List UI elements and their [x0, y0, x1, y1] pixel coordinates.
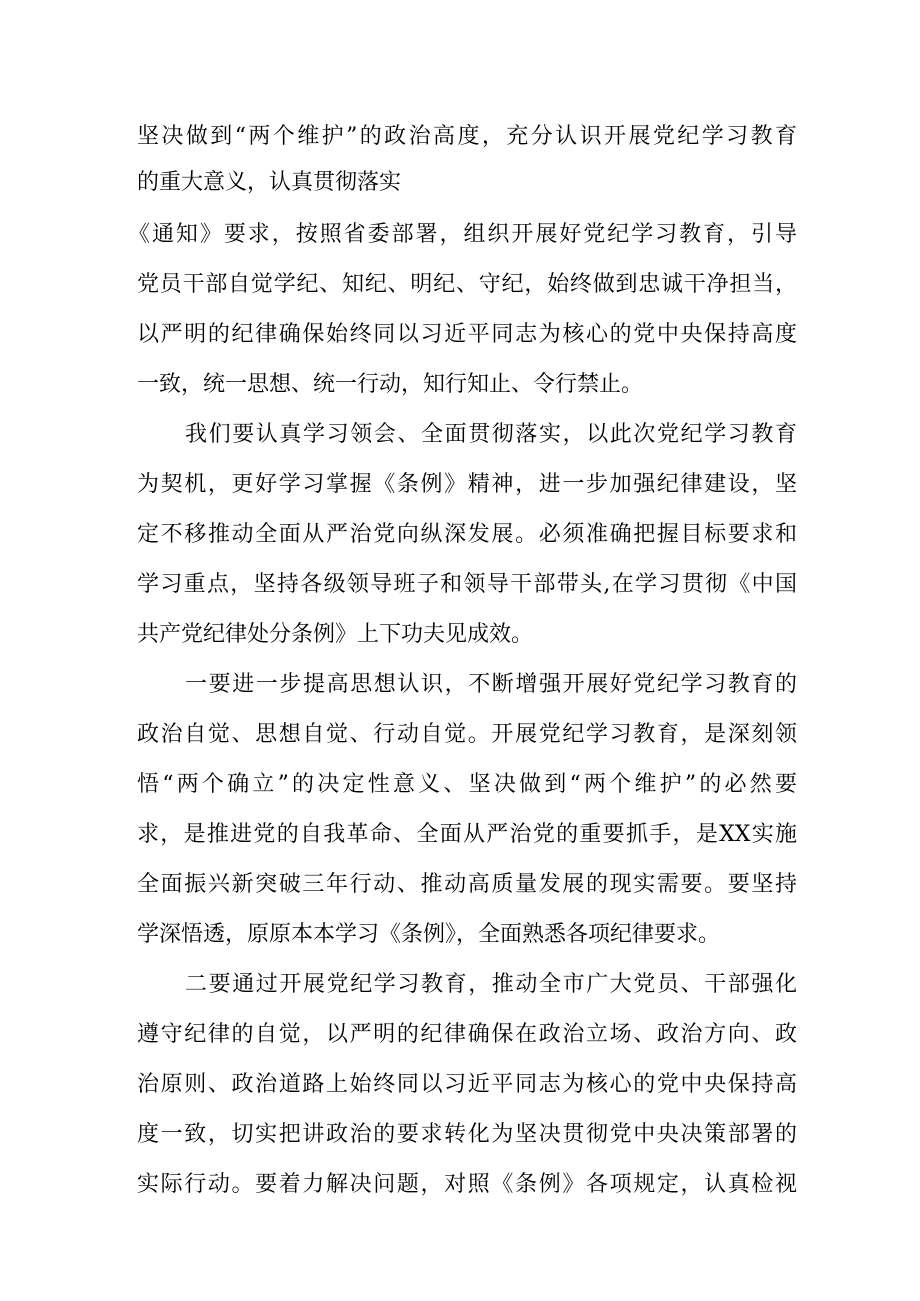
text-line: 《通知》要求，按照省委部署，组织开展好党纪学习教育，引导	[128, 222, 797, 247]
text-line: 以严明的纪律确保始终同以习近平同志为核心的党中央保持高度	[137, 322, 797, 347]
text-line: 的重大意义，认真贯彻落实	[137, 170, 402, 195]
text-line: 二要通过开展党纪学习教育，推动全市广大党员、干部强化	[185, 972, 797, 997]
text-line: 为契机，更好学习掌握《条例》精神，进一步加强纪律建设，坚	[137, 472, 797, 497]
text-line: 学习重点，坚持各级领导班子和领导干部带头,在学习贯彻《中国	[137, 572, 797, 597]
text-line: 求，是推进党的自我革命、全面从严治党的重要抓手，是XX实施	[137, 822, 797, 847]
text-line: 坚决做到“两个维护”的政治高度，充分认识开展党纪学习教育	[137, 124, 797, 149]
text-line: 定不移推动全面从严治党向纵深发展。必须准确把握目标要求和	[137, 522, 797, 547]
text-line: 度一致，切实把讲政治的要求转化为坚决贯彻党中央决策部署的	[137, 1122, 797, 1147]
text-line: 政治自觉、思想自觉、行动自觉。开展党纪学习教育，是深刻领	[137, 722, 797, 747]
text-line: 一要进一步提高思想认识，不断增强开展好党纪学习教育的	[185, 672, 797, 697]
text-line: 学深悟透，原原本本学习《条例》，全面熟悉各项纪律要求。	[137, 922, 721, 947]
text-line: 党员干部自觉学纪、知纪、明纪、守纪，始终做到忠诚干净担当，	[137, 272, 797, 297]
text-line: 全面振兴新突破三年行动、推动高质量发展的现实需要。要坚持	[137, 872, 797, 897]
text-line: 我们要认真学习领会、全面贯彻落实，以此次党纪学习教育	[185, 422, 797, 447]
text-line: 实际行动。要着力解决问题，对照《条例》各项规定，认真检视	[137, 1172, 797, 1197]
text-line: 共产党纪律处分条例》上下功夫见成效。	[137, 622, 534, 647]
text-line: 遵守纪律的自觉，以严明的纪律确保在政治立场、政治方向、政	[137, 1022, 797, 1047]
text-line: 一致，统一思想、统一行动，知行知止、令行禁止。	[137, 372, 644, 397]
text-line: 悟“两个确立”的决定性意义、坚决做到“两个维护”的必然要	[137, 772, 797, 797]
text-line: 治原则、政治道路上始终同以习近平同志为核心的党中央保持高	[137, 1072, 797, 1097]
